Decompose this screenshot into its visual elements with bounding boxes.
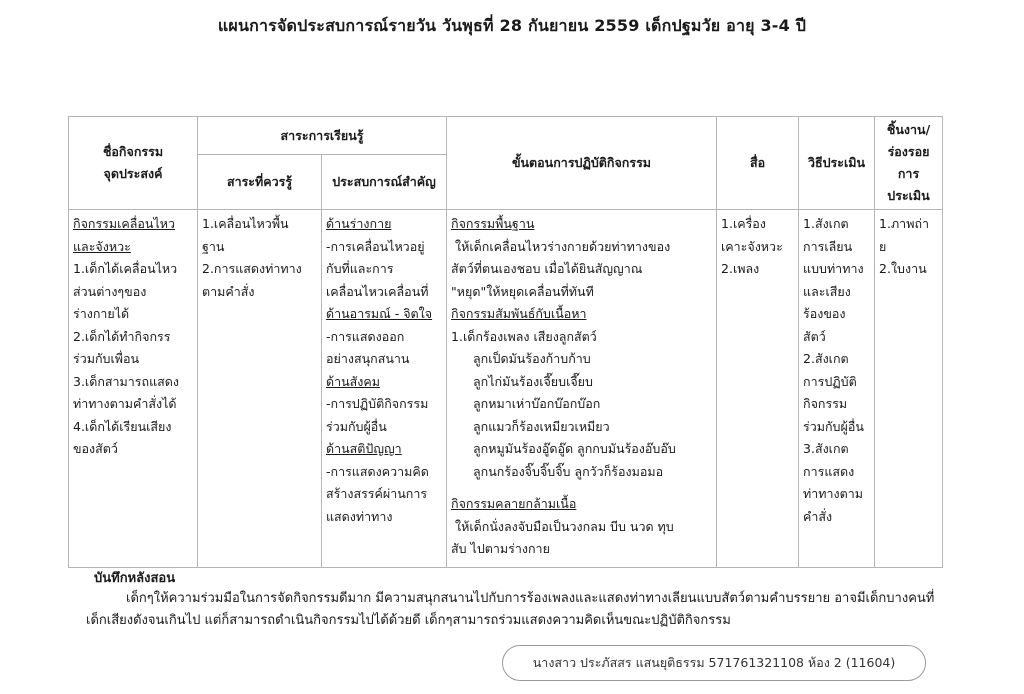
song-line: ลูกนกร้องจิ๊บจิ๊บจิ๊บ ลูกวัวก็ร้องมอมอ [473, 463, 664, 479]
experience-heading: ด้านสังคม [326, 373, 381, 389]
media-cell [717, 210, 799, 568]
header-evidence-line2: ร่องรอย [887, 144, 930, 159]
objective-line: ส่วนต่างๆของ [73, 283, 147, 299]
experience-line: -การแสดงความคิด [326, 463, 429, 479]
objective-line: ร่วมกับเพื่อน [73, 351, 140, 366]
header-media: สื่อ [717, 117, 799, 210]
activity-name-line: และจังหวะ [73, 238, 131, 254]
experience-line: ร่วมกับผู้อื่น [326, 418, 387, 434]
objective-line: 3.เด็กสามารถแสดง [73, 373, 179, 389]
header-evidence-line4: ประเมิน [887, 188, 930, 203]
experience-line: แสดงท่าทาง [326, 508, 393, 524]
media-line: 2.เพลง [721, 261, 760, 276]
objective-line: 4.เด็กได้เรียนเสียง [73, 418, 172, 434]
header-activity-line2: จุดประสงค์ [103, 166, 163, 181]
evaluation-line: คำสั่ง [803, 508, 833, 524]
experience-line: -การเคลื่อนไหวอยู่ [326, 238, 425, 254]
page-title: แผนการจัดประสบการณ์รายวัน วันพุธที่ 28 กันยายน 2559 เด็กปฐมวัย อายุ 3-4 ปี [217, 16, 807, 35]
evaluation-line: การเลียน [803, 238, 853, 254]
notes-heading: บันทึกหลังสอน [94, 571, 176, 586]
evaluation-line: 1.สังเกต [803, 216, 849, 231]
experience-line: เคลื่อนไหวเคลื่อนที่ [326, 283, 429, 299]
header-evaluation: วิธีประเมิน [799, 117, 875, 210]
step-line: ให้เด็กเคลื่อนไหวร่างกายด้วยท่าทางของ [455, 238, 671, 254]
experience-line: กับที่และการ [326, 261, 394, 276]
experience-line: -การปฏิบัติกิจกรรม [326, 396, 429, 411]
content-to-know-cell [198, 210, 322, 568]
content-line: 1.เคลื่อนไหวพื้น [202, 216, 289, 231]
header-steps: ขั้นตอนการปฏิบัติกิจกรรม [447, 117, 717, 210]
header-evidence-line1: ชิ้นงาน/ [886, 122, 931, 137]
evaluation-line: และเสียง [803, 283, 851, 299]
experience-heading: ด้านร่างกาย [326, 216, 392, 231]
media-line: 1.เครื่อง [721, 216, 766, 231]
header-key-experience: ประสบการณ์สำคัญ [322, 155, 447, 210]
evaluation-line: ร่วมกับผู้อื่น [803, 418, 864, 434]
header-evidence [875, 117, 943, 210]
evaluation-line: สัตว์ [803, 328, 826, 344]
evidence-line: ย [879, 238, 887, 254]
objective-line: 1.เด็กได้เคลื่อนไหว [73, 261, 178, 276]
header-activity-objective [69, 117, 198, 210]
content-activity-heading: กิจกรรมสัมพันธ์กับเนื้อหา [451, 306, 587, 321]
objective-line: 2.เด็กได้ทำกิจกรร [73, 328, 171, 344]
evaluation-line: การแสดง [803, 463, 855, 479]
step-line: ให้เด็กนั่งลงจับมือเป็นวงกลม บีบ นวด ทุบ [455, 518, 674, 534]
step-line: 1.เด็กร้องเพลง เสียงลูกสัตว์ [451, 328, 597, 344]
objective-line: ของสัตว์ [73, 441, 118, 456]
experience-line: อย่างสนุกสนาน [326, 351, 410, 366]
song-line: ลูกไก่มันร้องเจี๊ยบเจี๊ยบ [473, 373, 593, 389]
song-line: ลูกเป็ดมันร้องก้าบก้าบ [473, 351, 591, 366]
song-line: ลูกหมาเห่าบ๊อกบ๊อกบ๊อก [473, 396, 601, 411]
header-activity-line1: ชื่อกิจกรรม [102, 144, 164, 159]
song-line: ลูกแมวก็ร้องเหมียวเหมียว [473, 418, 610, 434]
basic-activity-heading: กิจกรรมพื้นฐาน [451, 216, 535, 231]
evaluation-line: กิจกรรม [803, 396, 848, 411]
evaluation-line: 3.สังเกต [803, 441, 849, 456]
evaluation-line: ท่าทางตาม [803, 486, 864, 501]
content-line: ฐาน [202, 238, 225, 254]
objective-line: ร่างกายได้ [73, 306, 130, 321]
song-line: ลูกหมูมันร้องอู๊ดอู๊ด ลูกกบมันร้องอ๊บอ๊บ [473, 441, 676, 456]
key-experience-cell [322, 210, 447, 568]
content-line: ตามคำสั่ง [202, 283, 255, 299]
evidence-line: 2.ใบงาน [879, 261, 927, 276]
header-evidence-line3: การ [897, 166, 920, 181]
content-line: 2.การแสดงท่าทาง [202, 261, 302, 276]
media-line: เคาะจังหวะ [721, 238, 783, 254]
objective-line: ท่าทางตามคำสั่งได้ [73, 396, 177, 411]
evaluation-cell [799, 210, 875, 568]
experience-heading: ด้านสติปัญญา [326, 441, 402, 456]
relax-activity-heading: กิจกรรมคลายกล้ามเนื้อ [451, 496, 577, 511]
author-badge: นางสาว ประภัสสร แสนยุติธรรม 571761321108 ห้อง 2 (11604) [502, 645, 926, 681]
header-learning-content: สาระการเรียนรู้ [198, 117, 447, 155]
evidence-cell [875, 210, 943, 568]
step-line: สับ ไปตามร่างกาย [451, 541, 550, 556]
evaluation-line: การปฏิบัติ [803, 373, 857, 389]
lesson-plan-table [68, 116, 943, 568]
spacer [451, 483, 713, 493]
experience-line: -การแสดงออก [326, 328, 405, 344]
notes-body: เด็กๆให้ความร่วมมือในการจัดกิจกรรมดีมาก มีความสนุกสนานไปกับการร้องเพลงและแสดงท่าทางเลียนแบบสัตว์ตามคำบรรยาย อาจมีเด็กบางคนที่เด็กเสียงดังจนเกินไป แต่ก็สามารถดำเนินกิจกรรมไปได้ด้วยดี เด็กๆสามารถร่วมแสดงความคิดเห็นขณะปฏิบัติกิจกรรม [86, 591, 935, 628]
evidence-line: 1.ภาพถ่า [879, 216, 930, 231]
steps-cell [447, 210, 717, 568]
header-content-to-know: สาระที่ควรรู้ [198, 155, 322, 210]
evaluation-line: แบบท่าทาง [803, 261, 864, 276]
step-line: "หยุด"ให้หยุดเคลื่อนที่ทันที [451, 283, 594, 299]
evaluation-line: ร้องของ [803, 306, 846, 321]
experience-line: สร้างสรรค์ผ่านการ [326, 486, 428, 501]
activity-name-line: กิจกรรมเคลื่อนไหว [73, 216, 176, 231]
experience-heading: ด้านอารมณ์ - จิตใจ [326, 306, 433, 321]
evaluation-line: 2.สังเกต [803, 351, 849, 366]
step-line: สัตว์ที่ตนเองชอบ เมื่อได้ยินสัญญาณ [451, 261, 643, 276]
activity-objective-cell [69, 210, 198, 568]
